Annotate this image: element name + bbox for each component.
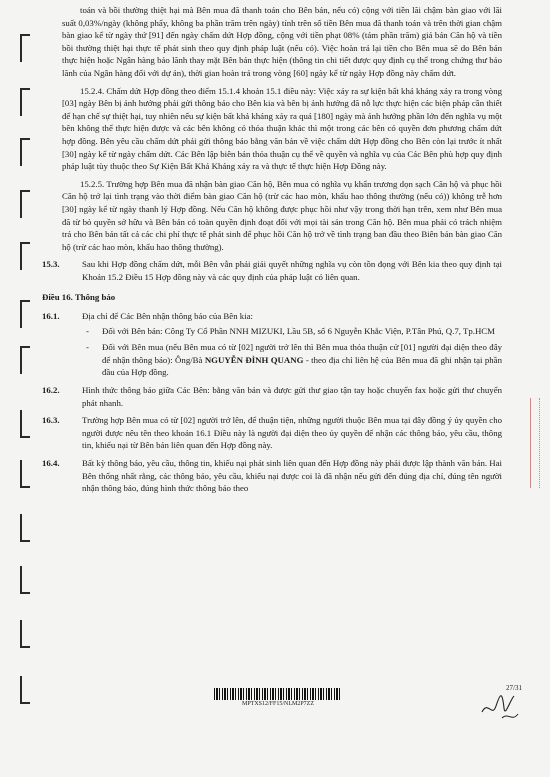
binder-mark: [20, 346, 30, 374]
binder-mark: [20, 514, 30, 542]
buyer-text-a: Đối với Bên mua (nếu Bên mua có từ [02] người trở lên thì Bên mua thỏa thuận cử [01] người đại diện theo đây để nhận thông báo): Ông/Bà: [102, 342, 502, 365]
clause-text: Trường hợp Bên mua có từ [02] người trở lên, để thuận tiện, những người thuộc Bên mua tại đây đồng ý ủy quyền cho người được nêu tên theo khoản 16.1 Điều này là người đại diện theo ủy quyền để nhận các thông báo, yêu cầu, thông tin, khiếu nại từ Bên bán liên quan đến Hợp đồng này.: [82, 415, 502, 451]
binder-mark: [20, 242, 30, 270]
binder-mark: [20, 566, 30, 594]
buyer-address-text: [102, 341, 502, 379]
clause-15-2-5: 15.2.5. Trường hợp Bên mua đã nhận bàn giao Căn hộ, Bên mua có nghĩa vụ khẩn trương dọn sạch Căn hộ và phục hồi Căn hộ trở lại tình trạng vào thời điểm bàn giao Căn hộ (trừ các hao mòn, khấu hao thông thường (nếu có)) không trễ hơn [30] ngày kể từ ngày thanh lý Hợp đồng. Nếu Căn hộ không được phục hồi như vậy trong thời hạn trên, xem như Bên mua đã từ bỏ quyền sở hữu và Bên bán có toàn quyền định đoạt đối với mọi tài sản trong Căn hộ. Bên mua phải có trách nhiệm trả cho Bên bán tất cả các chi phí thực tế phát sinh để phục hồi Căn hộ trở về tình trạng ban đầu theo Biên bản bàn giao Căn hộ (trừ các hao mòn, khấu hao thông thường).: [62, 178, 502, 252]
binder-mark: [20, 138, 30, 166]
seller-address: [82, 325, 502, 338]
binder-mark: [20, 300, 30, 328]
clause-number: 15.3.: [42, 259, 60, 270]
buyer-name: NGUYỄN ĐÌNH QUANG: [204, 354, 304, 365]
buyer-text-b: - theo địa chỉ liên hệ của Bên mua đã ghi nhận tại phần đầu của Hợp đồng.: [102, 354, 502, 378]
clause-number: 16.2.: [42, 385, 60, 396]
binder-mark: [20, 88, 30, 116]
page-footer: [0, 684, 550, 748]
clause-16-4: [42, 457, 502, 495]
clause-15-3: [42, 258, 502, 283]
clause-text: Sau khi Hợp đồng chấm dứt, mỗi Bên vẫn phải giải quyết những nghĩa vụ còn tồn đọng với Bên kia theo quy định tại Khoản 15.2 Điều 15 Hợp đồng này và các quy định của pháp luật có liên quan.: [82, 259, 502, 282]
clause-number: 16.1.: [42, 311, 60, 322]
clause-text: Bất kỳ thông báo, yêu cầu, thông tin, khiếu nại phát sinh liên quan đến Hợp đồng này phải được lập thành văn bản. Hai Bên thống nhất rằng, các thông báo, yêu cầu, khiếu nại được coi là đã nhận nếu gửi đến đúng địa chỉ, đúng tên người nhận thông báo, đúng hình thức thông báo theo: [82, 458, 502, 494]
barcode: [214, 688, 342, 700]
barcode-text: MPTXS12/FF15/NLM2P7ZZ: [241, 701, 314, 707]
clause-text: Địa chỉ để Các Bên nhận thông báo của Bên kia:: [82, 311, 253, 322]
seller-address-text: Đối với Bên bán: Công Ty Cổ Phần NNH MIZUKI, Lầu 5B, số 6 Nguyễn Khắc Viện, P.Tân Phú, Q.7, Tp.HCM: [102, 325, 495, 336]
bullet-dash: -: [86, 342, 89, 353]
clause-number: 16.3.: [42, 415, 60, 426]
initials-signature: [478, 678, 526, 724]
clause-number: 16.4.: [42, 458, 60, 468]
clause-text: Hình thức thông báo giữa Các Bên: bằng văn bản và được gửi thư giao tận tay hoặc chuyển fax hoặc gửi thư chuyển phát nhanh.: [82, 385, 502, 408]
binder-mark: [20, 620, 30, 648]
binder-mark: [20, 190, 30, 218]
clause-16-2: [42, 384, 502, 409]
page-number: 27/31: [506, 684, 522, 692]
binder-mark: [20, 410, 30, 438]
binder-mark: [20, 34, 30, 62]
bullet-dash: -: [86, 325, 89, 336]
binder-mark: [20, 460, 30, 488]
document-body: [42, 4, 502, 500]
clause-16-1: [42, 310, 502, 323]
buyer-address: [82, 341, 502, 379]
side-stamp: [530, 398, 540, 488]
clause-16-3: [42, 414, 502, 452]
clause-15-2-4: 15.2.4. Chấm dứt Hợp đồng theo điểm 15.1.4 khoản 15.1 điều này: Việc xảy ra sự kiện bất khả kháng xảy ra trong vòng [03] ngày Bên bị ảnh hưởng phải gửi thông báo cho Bên kia và bên bị ảnh hưởng đã nỗ lực thực hiện các biện pháp cần thiết để hạn chế sự thiệt hại, tuy nhiên nếu sự kiện bất khả kháng xảy ra quá [180] ngày mà ảnh hưởng phần lớn đến nghĩa vụ một bên không thể thực hiện được và các bên không có thỏa thuận khác thì một trong các bên có quyền đơn phương chấm dứt hợp đồng. Bên yêu cầu chấm dứt phải gửi thông báo bằng văn bản về việc chấm dứt Hợp đồng cho Bên còn lại trước ít nhất [30] ngày kể từ ngày chấm dứt. Các Bên lập biên bản thỏa thuận cụ thể về quyền và nghĩa vụ của Các Bên phù hợp quy định pháp luật tùy thuộc theo Sự Kiện Bất Khả Kháng xảy ra và thực tế thực hiện Hợp Đồng này.: [62, 85, 502, 172]
continuation-paragraph: toán và bồi thường thiệt hại mà Bên mua đã thanh toán cho Bên bán, nếu có) cộng với tiền lãi chậm bàn giao với lãi suất 0,03%/ngày (không phẩy, không ba phần trăm trên ngày) tính trên số tiền Bên mua đã thanh toán và trên thời gian chậm bàn giao kể từ ngày thứ [91] đến ngày chấm dứt Hợp đồng, cộng với tiền phạt 08% (tám phần trăm) giá bán Căn hộ và tiền bồi thường thiệt hại thực tế phát sinh theo quy định pháp luật (nếu có). Việc hoàn trả lại tiền cho Bên mua sẽ do Bên bán thực hiện hoặc Ngân hàng bảo lãnh thay mặt Bên bán thực hiện (thông tin chi tiết được quy định cụ thể trong chứng thư bảo lãnh của Ngân hàng đối với dự án), thời gian hoàn trả trong vòng [60] ngày kể từ ngày Hợp đồng này chấm dứt.: [62, 5, 502, 78]
article-heading: Điều 16. Thông báo: [42, 292, 116, 303]
